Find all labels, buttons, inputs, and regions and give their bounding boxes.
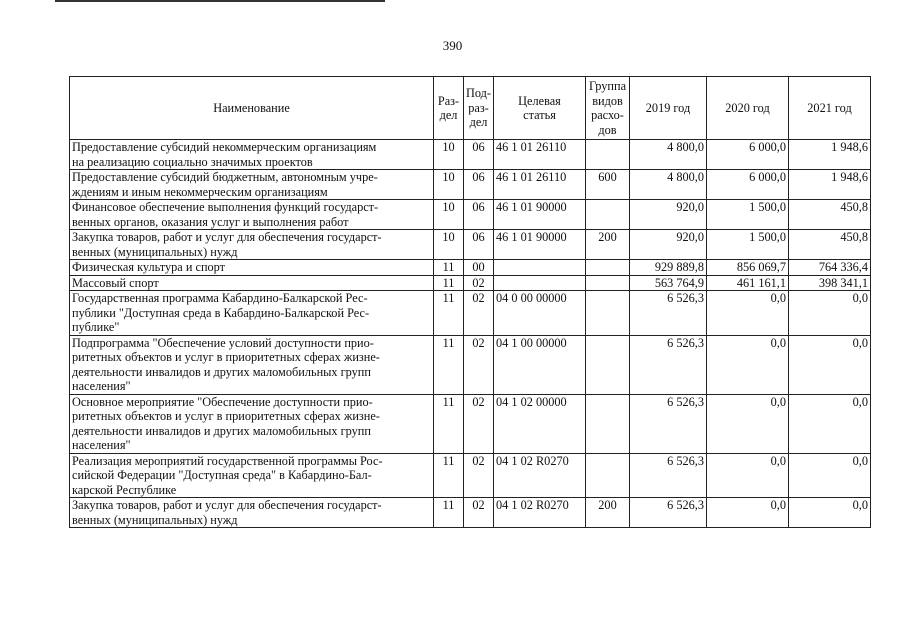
header-year-2019: 2019 год (630, 77, 707, 140)
cell-subsection: 02 (464, 291, 494, 336)
cell-2019: 6 526,3 (630, 394, 707, 453)
cell-name: Реализация мероприятий государственной программы Рос- сийской Федерации "Доступная среда" в Кабардино-Бал- карской Республике (70, 453, 434, 498)
cell-2021: 1 948,6 (789, 140, 871, 170)
table-row (70, 140, 871, 170)
cell-name: Государственная программа Кабардино-Балкарской Рес- публики "Доступная среда в Кабардино-Балкарской Рес- публике" (70, 291, 434, 336)
cell-2019: 6 526,3 (630, 291, 707, 336)
table-row (70, 335, 871, 394)
cell-section: 10 (434, 230, 464, 260)
cell-section: 11 (434, 335, 464, 394)
cell-section: 11 (434, 498, 464, 528)
cell-subsection: 02 (464, 275, 494, 291)
cell-2021: 1 948,6 (789, 170, 871, 200)
cell-section: 10 (434, 170, 464, 200)
cell-name: Подпрограмма "Обеспечение условий доступности прио- ритетных объектов и услуг в приоритетных сферах жизне- деятельности инвалидов и других маломобильных групп населения" (70, 335, 434, 394)
cell-2019: 6 526,3 (630, 498, 707, 528)
header-target-article: Целевая статья (494, 77, 586, 140)
cell-section: 10 (434, 200, 464, 230)
header-section: Раз- дел (434, 77, 464, 140)
cell-2020: 6 000,0 (707, 170, 789, 200)
cell-expense-group: 600 (586, 170, 630, 200)
table-row (70, 291, 871, 336)
cell-target-article: 04 1 02 R0270 (494, 453, 586, 498)
header-year-2021: 2021 год (789, 77, 871, 140)
cell-section: 10 (434, 140, 464, 170)
cell-name: Закупка товаров, работ и услуг для обеспечения государст- венных (муниципальных) нужд (70, 230, 434, 260)
cell-2020: 6 000,0 (707, 140, 789, 170)
cell-expense-group (586, 335, 630, 394)
cell-section: 11 (434, 453, 464, 498)
budget-table (69, 76, 871, 528)
cell-2019: 563 764,9 (630, 275, 707, 291)
cell-2019: 920,0 (630, 200, 707, 230)
cell-subsection: 00 (464, 260, 494, 276)
cell-2021: 0,0 (789, 335, 871, 394)
cell-name: Физическая культура и спорт (70, 260, 434, 276)
cell-2020: 0,0 (707, 498, 789, 528)
cell-section: 11 (434, 275, 464, 291)
scan-edge-mark (55, 0, 385, 5)
cell-expense-group (586, 200, 630, 230)
table-row (70, 200, 871, 230)
cell-expense-group (586, 140, 630, 170)
cell-2021: 0,0 (789, 394, 871, 453)
cell-target-article: 46 1 01 90000 (494, 230, 586, 260)
table-row (70, 260, 871, 276)
cell-subsection: 06 (464, 140, 494, 170)
cell-target-article: 04 0 00 00000 (494, 291, 586, 336)
cell-2019: 4 800,0 (630, 140, 707, 170)
cell-subsection: 02 (464, 453, 494, 498)
cell-target-article: 46 1 01 26110 (494, 170, 586, 200)
cell-2020: 0,0 (707, 291, 789, 336)
cell-2020: 0,0 (707, 453, 789, 498)
cell-2020: 1 500,0 (707, 200, 789, 230)
table-header-row (70, 77, 871, 140)
cell-2020: 0,0 (707, 335, 789, 394)
table-row (70, 230, 871, 260)
cell-expense-group (586, 453, 630, 498)
cell-2019: 4 800,0 (630, 170, 707, 200)
cell-2020: 1 500,0 (707, 230, 789, 260)
cell-subsection: 06 (464, 230, 494, 260)
header-name: Наименование (70, 77, 434, 140)
page-number: 390 (442, 38, 463, 53)
cell-subsection: 02 (464, 335, 494, 394)
cell-subsection: 02 (464, 394, 494, 453)
cell-2020: 0,0 (707, 394, 789, 453)
cell-target-article: 04 1 02 R0270 (494, 498, 586, 528)
cell-expense-group (586, 260, 630, 276)
table-row (70, 453, 871, 498)
cell-target-article: 04 1 00 00000 (494, 335, 586, 394)
cell-2019: 920,0 (630, 230, 707, 260)
cell-section: 11 (434, 394, 464, 453)
cell-section: 11 (434, 260, 464, 276)
table-row (70, 498, 871, 528)
cell-2019: 6 526,3 (630, 453, 707, 498)
cell-2019: 6 526,3 (630, 335, 707, 394)
cell-expense-group (586, 394, 630, 453)
cell-subsection: 06 (464, 170, 494, 200)
cell-expense-group (586, 291, 630, 336)
cell-name: Массовый спорт (70, 275, 434, 291)
cell-target-article (494, 275, 586, 291)
table-row (70, 394, 871, 453)
cell-2021: 0,0 (789, 498, 871, 528)
cell-target-article: 04 1 02 00000 (494, 394, 586, 453)
cell-2021: 450,8 (789, 230, 871, 260)
cell-2020: 461 161,1 (707, 275, 789, 291)
cell-target-article: 46 1 01 26110 (494, 140, 586, 170)
cell-name: Основное мероприятие "Обеспечение доступности прио- ритетных объектов и услуг в приоритетных сферах жизне- деятельности инвалидов и других маломобильных групп населения" (70, 394, 434, 453)
header-subsection: Под- раз- дел (464, 77, 494, 140)
cell-section: 11 (434, 291, 464, 336)
header-year-2020: 2020 год (707, 77, 789, 140)
cell-2021: 764 336,4 (789, 260, 871, 276)
cell-2021: 0,0 (789, 453, 871, 498)
table-row (70, 275, 871, 291)
cell-name: Закупка товаров, работ и услуг для обеспечения государст- венных (муниципальных) нужд (70, 498, 434, 528)
table-row (70, 170, 871, 200)
cell-expense-group: 200 (586, 230, 630, 260)
cell-subsection: 02 (464, 498, 494, 528)
cell-target-article: 46 1 01 90000 (494, 200, 586, 230)
cell-2021: 0,0 (789, 291, 871, 336)
cell-2021: 398 341,1 (789, 275, 871, 291)
cell-name: Предоставление субсидий бюджетным, автономным учре- ждениям и иным некоммерческим организациям (70, 170, 434, 200)
cell-name: Предоставление субсидий некоммерческим организациям на реализацию социально значимых проектов (70, 140, 434, 170)
cell-2020: 856 069,7 (707, 260, 789, 276)
cell-subsection: 06 (464, 200, 494, 230)
cell-expense-group: 200 (586, 498, 630, 528)
cell-2019: 929 889,8 (630, 260, 707, 276)
cell-name: Финансовое обеспечение выполнения функций государст- венных органов, оказания услуг и выполнения работ (70, 200, 434, 230)
header-expense-group: Группа видов расхо- дов (586, 77, 630, 140)
cell-2021: 450,8 (789, 200, 871, 230)
cell-expense-group (586, 275, 630, 291)
cell-target-article (494, 260, 586, 276)
